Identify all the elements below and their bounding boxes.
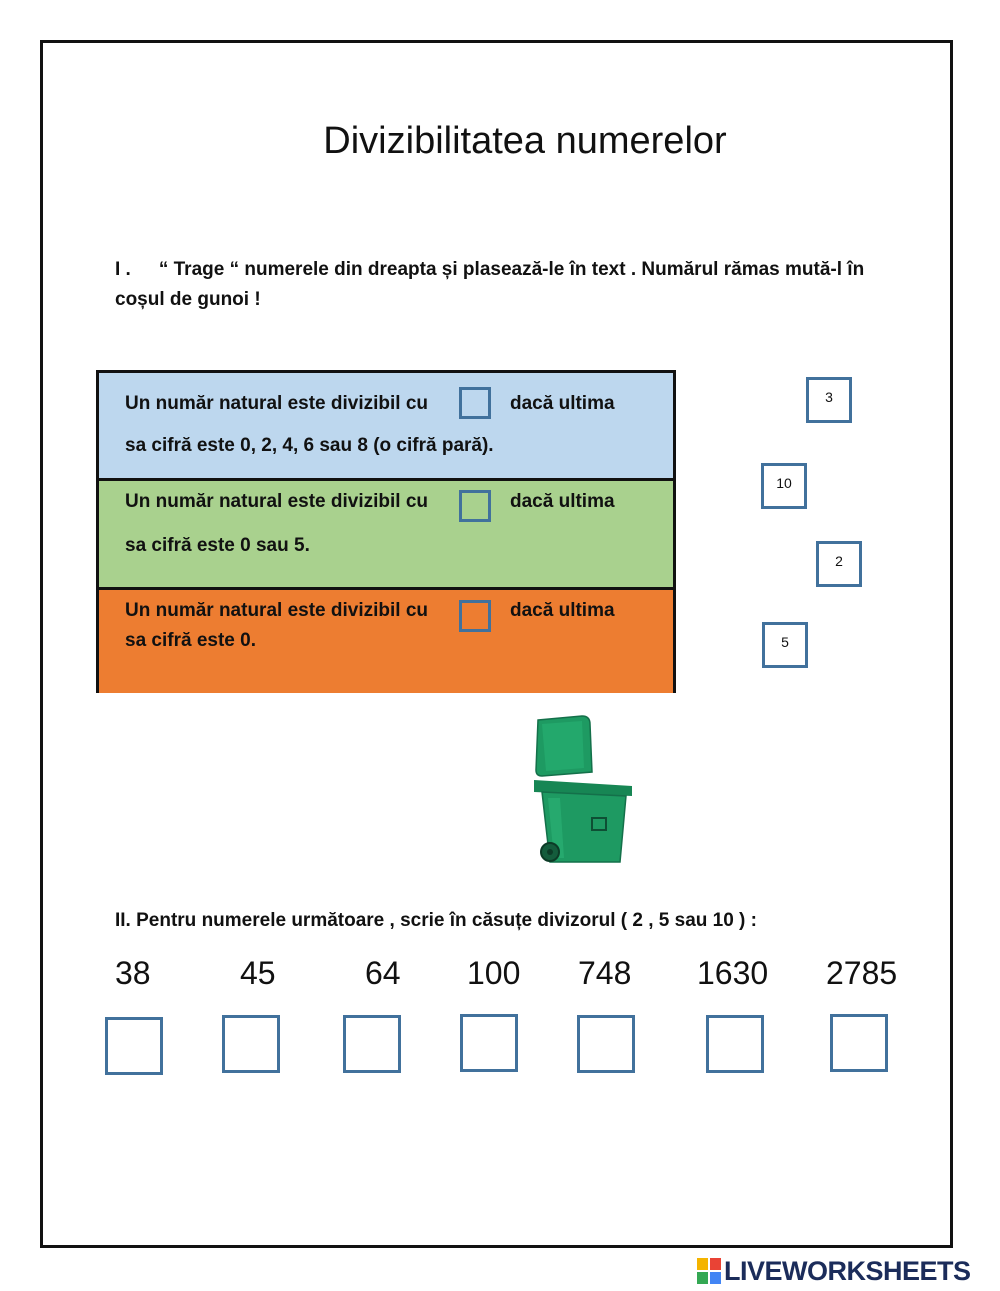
rule-second-line: sa cifră este 0.: [125, 630, 256, 651]
rule-text-before: Un număr natural este divizibil cu: [125, 600, 429, 621]
drag-tile-3[interactable]: 3: [806, 377, 852, 423]
answer-box-64[interactable]: [343, 1015, 401, 1073]
answer-box-1630[interactable]: [706, 1015, 764, 1073]
number-1630: 1630: [697, 955, 769, 991]
drag-tile-5[interactable]: 5: [762, 622, 808, 668]
answer-box-100[interactable]: [460, 1014, 518, 1072]
answer-box-38[interactable]: [105, 1017, 163, 1075]
rule-second-line: sa cifră este 0 sau 5.: [125, 535, 310, 556]
drag-tile-2[interactable]: 2: [816, 541, 862, 587]
drop-slot-even[interactable]: [459, 387, 491, 419]
answer-box-45[interactable]: [222, 1015, 280, 1073]
number-row: [0, 955, 1000, 995]
drag-tile-10[interactable]: 10: [761, 463, 807, 509]
number-2785: 2785: [826, 955, 898, 991]
section1-instruction: [115, 255, 915, 315]
rule-text-before: Un număr natural este divizibil cu: [125, 393, 429, 414]
section1-instruction-text: “ Trage “ numerele din dreapta și plasează-le în text . Numărul rămas mută-l în coșul de gunoi !: [115, 259, 865, 310]
rule-text-before: Un număr natural este divizibil cu: [125, 491, 429, 512]
drop-slot-five[interactable]: [459, 490, 491, 522]
rule-text-after: dacă ultima: [510, 491, 615, 512]
drop-slot-ten[interactable]: [459, 600, 491, 632]
rules-table: [96, 370, 676, 693]
answer-box-2785[interactable]: [830, 1014, 888, 1072]
number-64: 64: [365, 955, 401, 991]
rule-ten: [99, 590, 673, 693]
rule-even: [99, 373, 673, 481]
page-title: Divizibilitatea numerelor: [323, 120, 727, 162]
number-748: 748: [578, 955, 632, 991]
number-100: 100: [467, 955, 521, 991]
section2-instruction: II. Pentru numerele următoare , scrie în căsuțe divizorul ( 2 , 5 sau 10 ) :: [115, 910, 757, 931]
number-45: 45: [240, 955, 276, 991]
section1-number: I .: [115, 259, 131, 280]
liveworksheets-logo-icon: [697, 1258, 721, 1284]
trash-bin-icon[interactable]: [520, 714, 640, 870]
rule-text-after: dacă ultima: [510, 600, 615, 621]
answer-box-748[interactable]: [577, 1015, 635, 1073]
rule-second-line: sa cifră este 0, 2, 4, 6 sau 8 (o cifră pară).: [125, 435, 494, 456]
number-38: 38: [115, 955, 151, 991]
rule-text-after: dacă ultima: [510, 393, 615, 414]
rule-five: [99, 481, 673, 590]
brand-name: LIVEWORKSHEETS: [724, 1256, 971, 1286]
